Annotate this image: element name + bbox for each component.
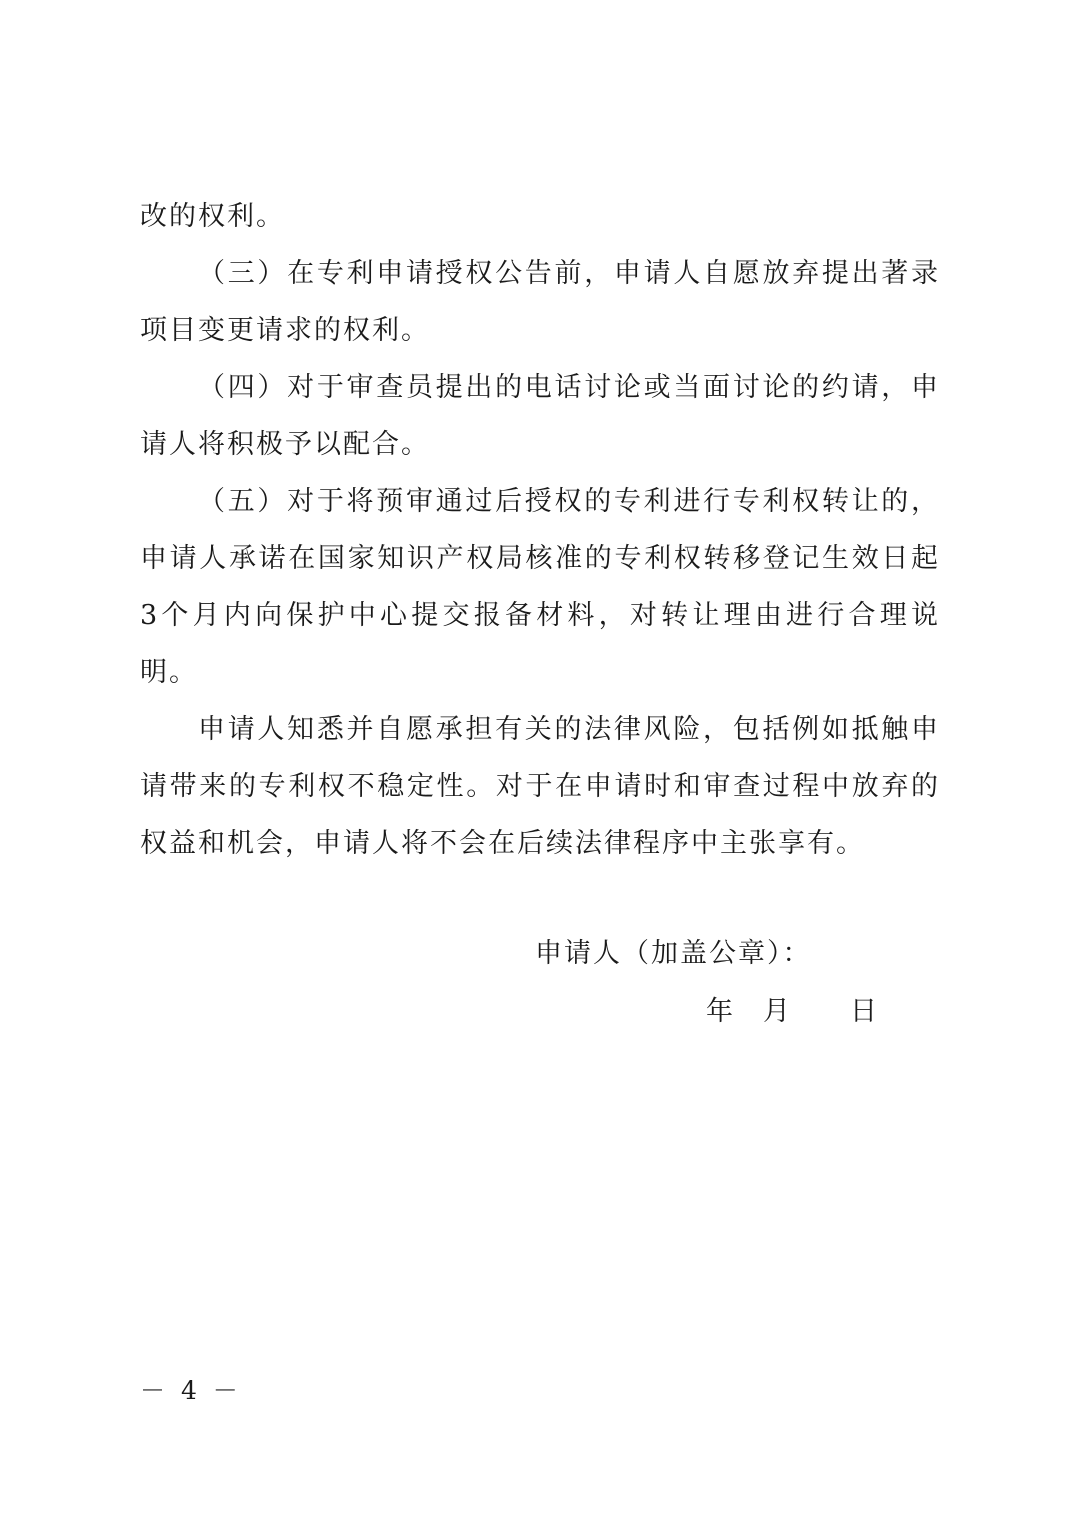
paragraph-item-5: （五）对于将预审通过后授权的专利进行专利权转让的，申请人承诺在国家知识产权局核准的专利权转移登记生效日起3个月内向保护中心提交报备材料，对转让理由进行合理说明。 (140, 486, 940, 688)
paragraph-risk-statement: 申请人知悉并自愿承担有关的法律风险，包括例如抵触申请带来的专利权不稳定性。对于在申请时和审查过程中放弃的权益和机会，申请人将不会在后续法律程序中主张享有。 (140, 714, 940, 859)
paragraph-item-3: （三）在专利申请授权公告前，申请人自愿放弃提出著录项目变更请求的权利。 (140, 258, 940, 346)
date-month: 月 (763, 996, 790, 1027)
paragraph-continuation: 改的权利。 (140, 201, 285, 232)
date-year: 年 (706, 996, 733, 1027)
date-line (706, 988, 877, 1036)
page-number: － 4 － (140, 1376, 242, 1405)
signature-label: 申请人（加盖公章）： (535, 938, 812, 969)
document-body (140, 188, 940, 872)
paragraph-item-4: （四）对于审查员提出的电话讨论或当面讨论的约请，申请人将积极予以配合。 (140, 372, 940, 460)
date-day: 日 (850, 996, 877, 1027)
